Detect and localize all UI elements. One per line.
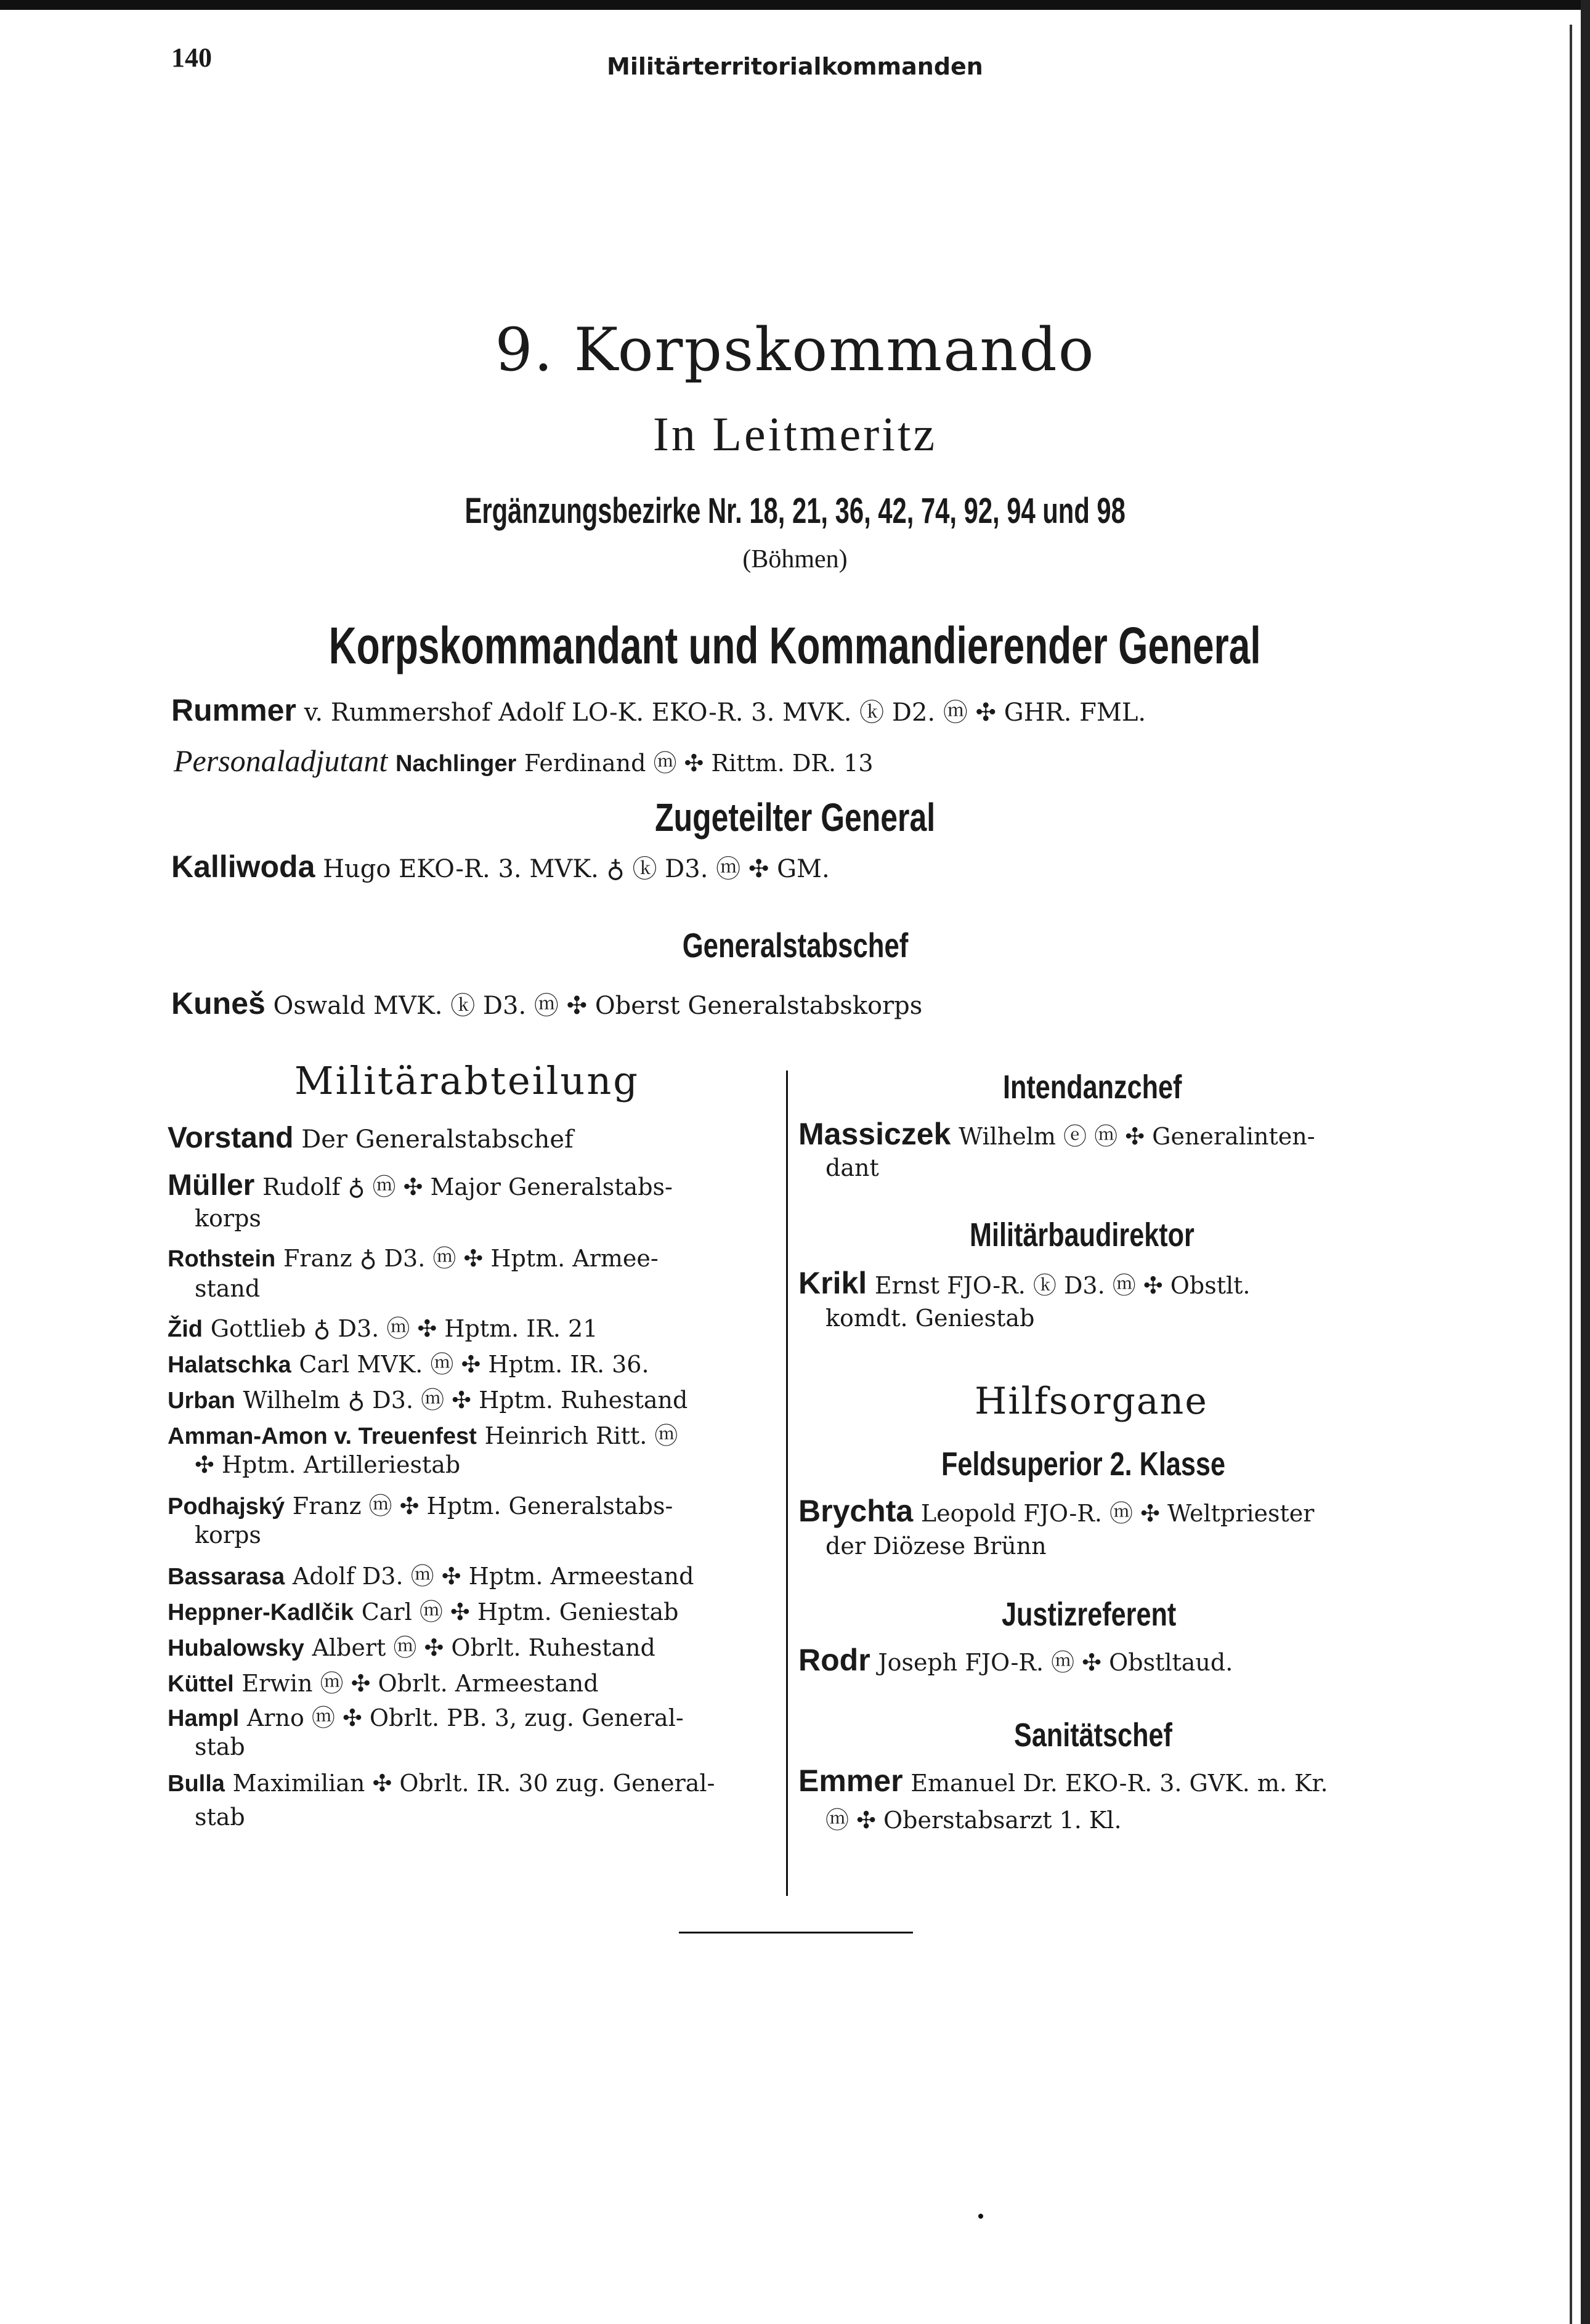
- closing-rule: [679, 1932, 913, 1933]
- assigned-general-heading: Zugeteilter General: [655, 795, 935, 840]
- list-item: [168, 1699, 684, 1733]
- entry-details: Erwin ⓜ ✣ Obrlt. Armeestand: [241, 1670, 599, 1697]
- list-item-continuation: ✣ Hptm. Artilleriestab: [195, 1451, 461, 1478]
- entry-name: Hubalowsky: [168, 1635, 304, 1661]
- intendant-details: Wilhelm ⓔ ⓜ ✣ Generalinten-: [959, 1123, 1315, 1150]
- entry-name: Heppner-Kadlčik: [168, 1600, 354, 1626]
- running-title: Militärterritorialkommanden: [607, 53, 983, 80]
- entry-name: Müller: [168, 1169, 255, 1202]
- location-line: In Leitmeritz: [652, 407, 938, 461]
- intendant-name: Massiczek: [798, 1117, 951, 1151]
- aux-heading: Hilfsorgane: [975, 1380, 1208, 1423]
- commander-entry: [171, 692, 1146, 728]
- chaplain-entry: [798, 1493, 1314, 1529]
- entry-name: Küttel: [168, 1671, 234, 1697]
- medical-details: Emanuel Dr. EKO-R. 3. GVK. m. Kr.: [911, 1770, 1328, 1797]
- list-item: [168, 1121, 574, 1155]
- entry-name: Bassarasa: [168, 1564, 285, 1590]
- entry-details: Franz ♁ D3. ⓜ ✣ Hptm. Armee-: [283, 1245, 659, 1272]
- entry-details: Maximilian ✣ Obrlt. IR. 30 zug. General-: [232, 1770, 715, 1797]
- building-details: Ernst FJO-R. ⓚ D3. ⓜ ✣ Obstlt.: [874, 1272, 1251, 1299]
- building-entry: [798, 1265, 1251, 1301]
- list-item: [168, 1769, 715, 1797]
- medical-heading: Sanitätschef: [1014, 1717, 1172, 1754]
- list-item: [168, 1629, 655, 1662]
- medical-name: Emmer: [798, 1763, 903, 1798]
- entry-name: Vorstand: [168, 1122, 294, 1154]
- list-item: [168, 1664, 599, 1698]
- justice-entry: [798, 1642, 1233, 1678]
- list-item: [168, 1345, 649, 1379]
- list-item: [168, 1557, 694, 1591]
- commander-name: Rummer: [171, 693, 296, 727]
- chaplain-heading: Feldsuperior 2. Klasse: [941, 1446, 1225, 1483]
- justice-name: Rodr: [798, 1643, 870, 1677]
- list-item: [168, 1310, 598, 1343]
- entry-details: Der Generalstabschef: [301, 1125, 574, 1154]
- list-item-continuation: stab: [195, 1804, 245, 1831]
- entry-name: Rothstein: [168, 1246, 276, 1272]
- commander-heading: Korpskommandant und Kommandierender General: [329, 617, 1261, 674]
- top-scan-edge: [0, 0, 1590, 10]
- chief-of-staff-entry: [171, 986, 922, 1021]
- intendant-heading: Intendanzchef: [1003, 1069, 1182, 1106]
- medical-entry: [798, 1763, 1328, 1799]
- list-item-continuation: korps: [195, 1205, 261, 1232]
- chaplain-details: Leopold FJO-R. ⓜ ✣ Weltpriester: [920, 1500, 1315, 1527]
- entry-name: Halatschka: [168, 1352, 291, 1378]
- entry-details: Albert ⓜ ✣ Obrlt. Ruhestand: [312, 1634, 655, 1661]
- adjutant-details: Ferdinand ⓜ ✣ Rittm. DR. 13: [524, 750, 874, 777]
- adjutant-entry: [174, 743, 874, 779]
- assigned-general-details: Hugo EKO-R. 3. MVK. ♁ ⓚ D3. ⓜ ✣ GM.: [323, 855, 830, 883]
- list-item: [168, 1239, 659, 1273]
- list-item-continuation: stab: [195, 1733, 245, 1760]
- justice-heading: Justizreferent: [1002, 1596, 1177, 1633]
- justice-details: Joseph FJO-R. ⓜ ✣ Obstltaud.: [878, 1649, 1233, 1676]
- list-item: [168, 1487, 673, 1521]
- military-department-heading: Militärabteilung: [294, 1058, 639, 1103]
- adjutant-label: Personaladjutant: [174, 743, 388, 778]
- entry-details: Rudolf ♁ ⓜ ✣ Major Generalstabs-: [262, 1173, 673, 1200]
- entry-name: Urban: [168, 1388, 235, 1414]
- intendant-continuation: dant: [825, 1154, 879, 1181]
- chaplain-name: Brychta: [798, 1494, 914, 1528]
- entry-name: Amman-Amon v. Treuenfest: [168, 1423, 477, 1449]
- entry-details: Arno ⓜ ✣ Obrlt. PB. 3, zug. General-: [246, 1704, 684, 1731]
- intendant-entry: [798, 1116, 1315, 1152]
- commander-details: v. Rummershof Adolf LO-K. EKO-R. 3. MVK. ⓚ D2. ⓜ ✣ GHR. FML.: [304, 698, 1146, 727]
- page-number: 140: [171, 43, 212, 73]
- adjutant-name: Nachlinger: [395, 751, 517, 777]
- chief-of-staff-heading: Generalstabschef: [682, 926, 908, 965]
- entry-details: Carl ⓜ ✣ Hptm. Geniestab: [361, 1598, 679, 1626]
- entry-details: Heinrich Ritt. ⓜ: [484, 1422, 678, 1449]
- entry-details: Franz ⓜ ✣ Hptm. Generalstabs-: [292, 1492, 673, 1520]
- list-item-continuation: stand: [195, 1275, 261, 1302]
- scan-speck: [978, 2214, 983, 2219]
- corps-title: 9. Korpskommando: [495, 315, 1095, 384]
- list-item-continuation: korps: [195, 1521, 261, 1549]
- entry-name: Bulla: [168, 1771, 225, 1797]
- building-heading: Militärbaudirektor: [970, 1217, 1195, 1253]
- entry-details: Gottlieb ♁ D3. ⓜ ✣ Hptm. IR. 21: [210, 1315, 598, 1342]
- column-divider: [786, 1071, 788, 1896]
- region-line: (Böhmen): [742, 545, 848, 573]
- building-name: Krikl: [798, 1266, 867, 1300]
- entry-name: Žid: [168, 1316, 203, 1342]
- list-item: [168, 1593, 678, 1627]
- chief-of-staff-details: Oswald MVK. ⓚ D3. ⓜ ✣ Oberst Generalstabskorps: [273, 992, 923, 1020]
- chaplain-continuation: der Diözese Brünn: [825, 1532, 1047, 1560]
- entry-details: Wilhelm ♁ D3. ⓜ ✣ Hptm. Ruhestand: [243, 1387, 688, 1414]
- assigned-general-name: Kalliwoda: [171, 849, 315, 884]
- medical-continuation: ⓜ ✣ Oberstabsarzt 1. Kl.: [825, 1807, 1122, 1834]
- list-item: [168, 1168, 673, 1202]
- entry-details: Adolf D3. ⓜ ✣ Hptm. Armeestand: [292, 1563, 694, 1590]
- list-item: [168, 1417, 678, 1451]
- entry-name: Podhajský: [168, 1494, 285, 1520]
- chief-of-staff-name: Kuneš: [171, 986, 266, 1021]
- building-continuation: komdt. Geniestab: [825, 1305, 1035, 1332]
- entry-name: Hampl: [168, 1706, 240, 1731]
- assigned-general-entry: [171, 849, 830, 885]
- districts-line: Ergänzungsbezirke Nr. 18, 21, 36, 42, 74, 92, 94 und 98: [464, 491, 1126, 531]
- entry-details: Carl MVK. ⓜ ✣ Hptm. IR. 36.: [299, 1351, 649, 1378]
- list-item: [168, 1381, 688, 1415]
